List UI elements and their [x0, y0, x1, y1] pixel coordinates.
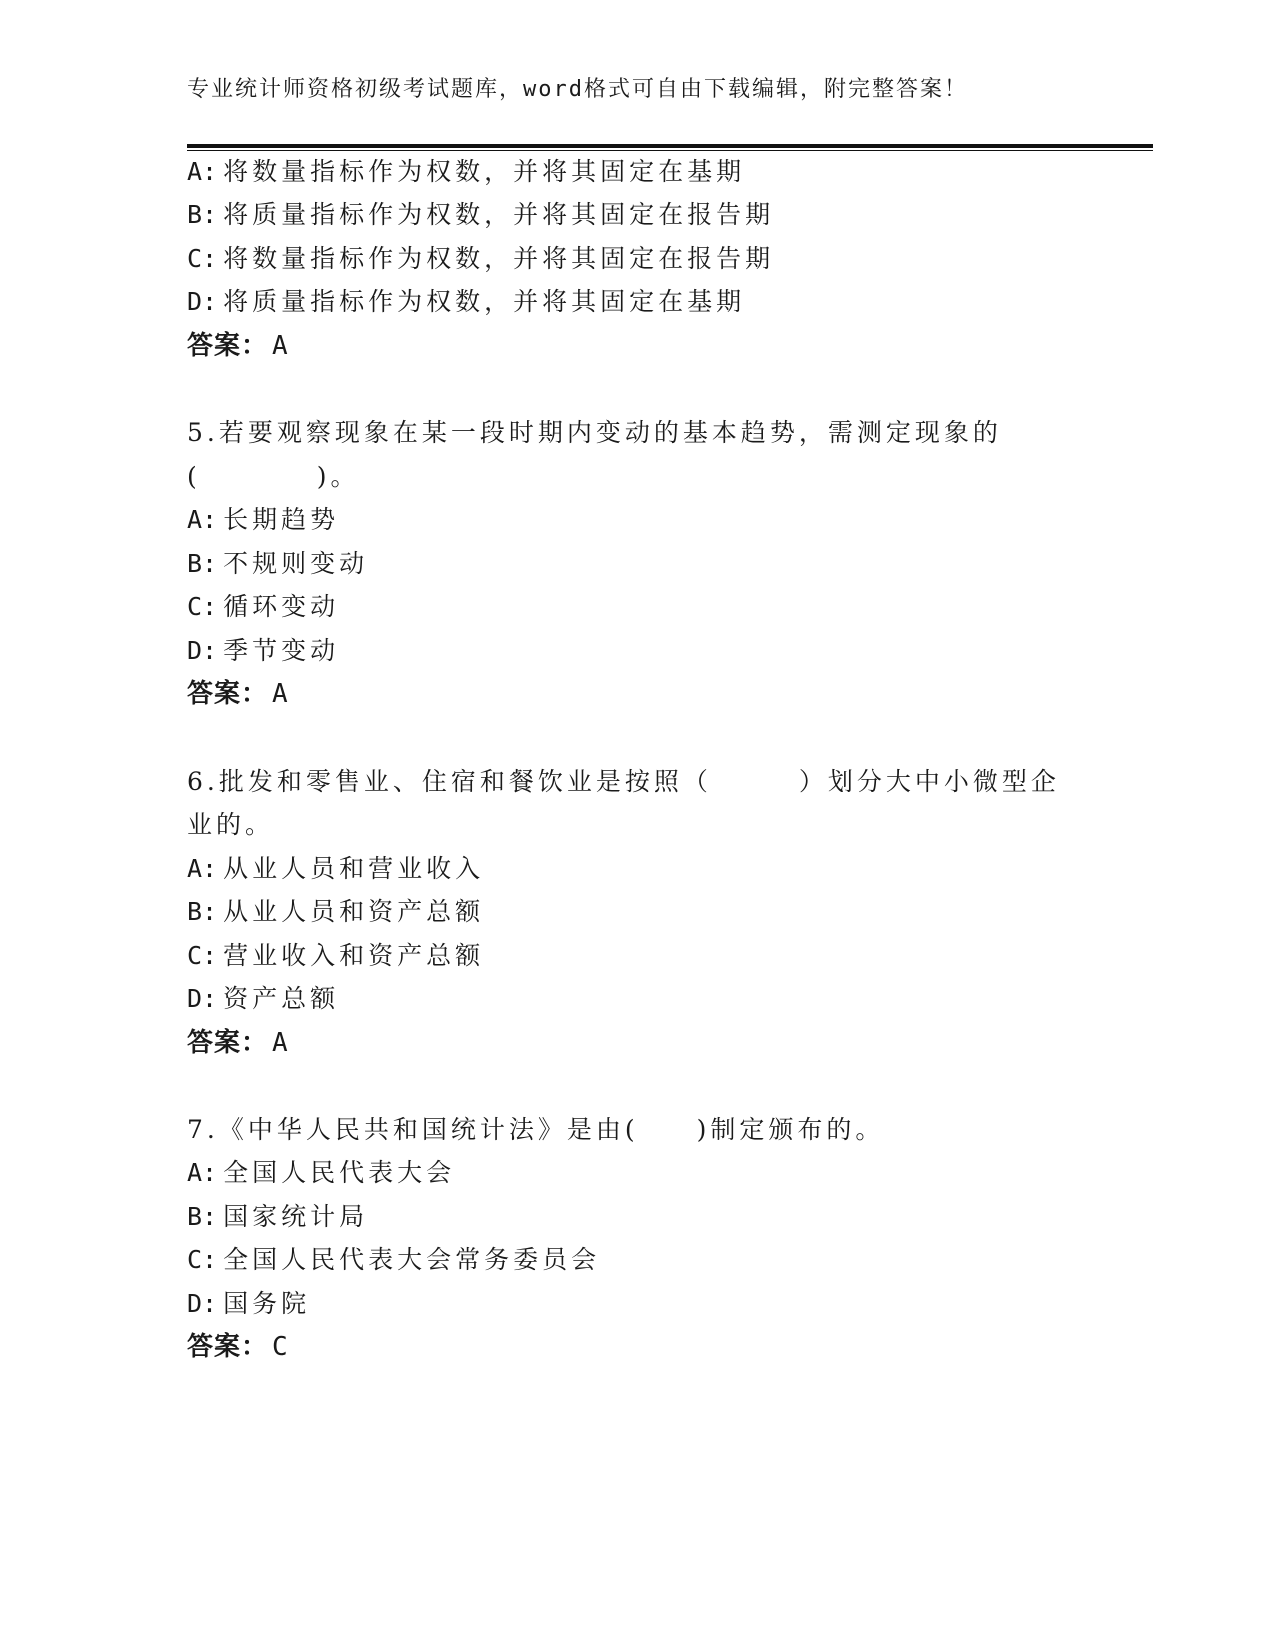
option-key: C:	[187, 592, 218, 621]
answer-label: 答案：	[187, 1332, 269, 1362]
option-text: 将数量指标作为权数，并将其固定在报告期	[223, 244, 775, 273]
option-key: B:	[187, 200, 218, 229]
answer-value: A	[272, 331, 289, 361]
option-key: D:	[187, 636, 218, 665]
header-rule-thick	[187, 144, 1153, 148]
option-key: C:	[187, 1245, 218, 1274]
header-rule-thin	[187, 150, 1153, 151]
option-key: B:	[187, 897, 218, 926]
option-key: D:	[187, 287, 218, 316]
answer-value: C	[272, 1332, 289, 1362]
option-key: D:	[187, 984, 218, 1013]
option-text: 将质量指标作为权数，并将其固定在报告期	[223, 200, 775, 229]
answer-value: A	[272, 679, 289, 709]
option-key: C:	[187, 941, 218, 970]
q6-answer	[187, 1028, 289, 1058]
option-text: 将数量指标作为权数，并将其固定在基期	[223, 157, 746, 186]
option-key: A:	[187, 505, 218, 534]
q7-option-c	[187, 1245, 600, 1275]
option-key: A:	[187, 854, 218, 883]
page-header: 专业统计师资格初级考试题库，word格式可自由下载编辑，附完整答案！	[187, 77, 968, 102]
answer-value: A	[272, 1028, 289, 1058]
q7-answer	[187, 1332, 289, 1362]
option-text: 全国人民代表大会	[223, 1158, 456, 1187]
option-text: 资产总额	[223, 984, 340, 1013]
q4-option-b	[187, 200, 774, 230]
q7-option-d	[187, 1289, 310, 1319]
option-key: B:	[187, 1202, 218, 1231]
option-text: 将质量指标作为权数，并将其固定在基期	[223, 287, 746, 316]
q6-option-d	[187, 984, 339, 1014]
q6-stem-line1: 6.批发和零售业、住宿和餐饮业是按照（ ）划分大中小微型企	[187, 767, 1060, 796]
q4-option-c	[187, 244, 774, 274]
q5-option-d	[187, 636, 339, 666]
q4-answer	[187, 331, 289, 361]
q5-answer	[187, 679, 289, 709]
option-key: A:	[187, 1158, 218, 1187]
option-text: 从业人员和资产总额	[223, 897, 485, 926]
q6-stem-line2: 业的。	[187, 810, 275, 839]
option-key: C:	[187, 244, 218, 273]
q7-option-b	[187, 1202, 368, 1232]
option-key: B:	[187, 549, 218, 578]
q6-option-a	[187, 854, 484, 884]
option-text: 不规则变动	[223, 549, 369, 578]
q5-stem-line2: ( )。	[187, 462, 360, 491]
q5-option-c	[187, 592, 339, 622]
answer-label: 答案：	[187, 331, 269, 361]
q7-option-a	[187, 1158, 455, 1188]
option-key: D:	[187, 1289, 218, 1318]
q5-option-b	[187, 549, 368, 579]
q6-option-b	[187, 897, 484, 927]
option-text: 循环变动	[223, 592, 340, 621]
option-text: 全国人民代表大会常务委员会	[223, 1245, 601, 1274]
option-text: 营业收入和资产总额	[223, 941, 485, 970]
q5-option-a	[187, 505, 339, 535]
q4-option-d	[187, 287, 745, 317]
answer-label: 答案：	[187, 679, 269, 709]
option-text: 长期趋势	[223, 505, 340, 534]
option-text: 从业人员和营业收入	[223, 854, 485, 883]
q6-option-c	[187, 941, 484, 971]
option-text: 国家统计局	[223, 1202, 369, 1231]
option-key: A:	[187, 157, 218, 186]
q4-option-a	[187, 157, 745, 187]
q5-stem-line1: 5.若要观察现象在某一段时期内变动的基本趋势，需测定现象的	[187, 418, 1002, 447]
option-text: 国务院	[223, 1289, 311, 1318]
option-text: 季节变动	[223, 636, 340, 665]
answer-label: 答案：	[187, 1028, 269, 1058]
q7-stem-line1: 7.《中华人民共和国统计法》是由( )制定颁布的。	[187, 1115, 885, 1144]
